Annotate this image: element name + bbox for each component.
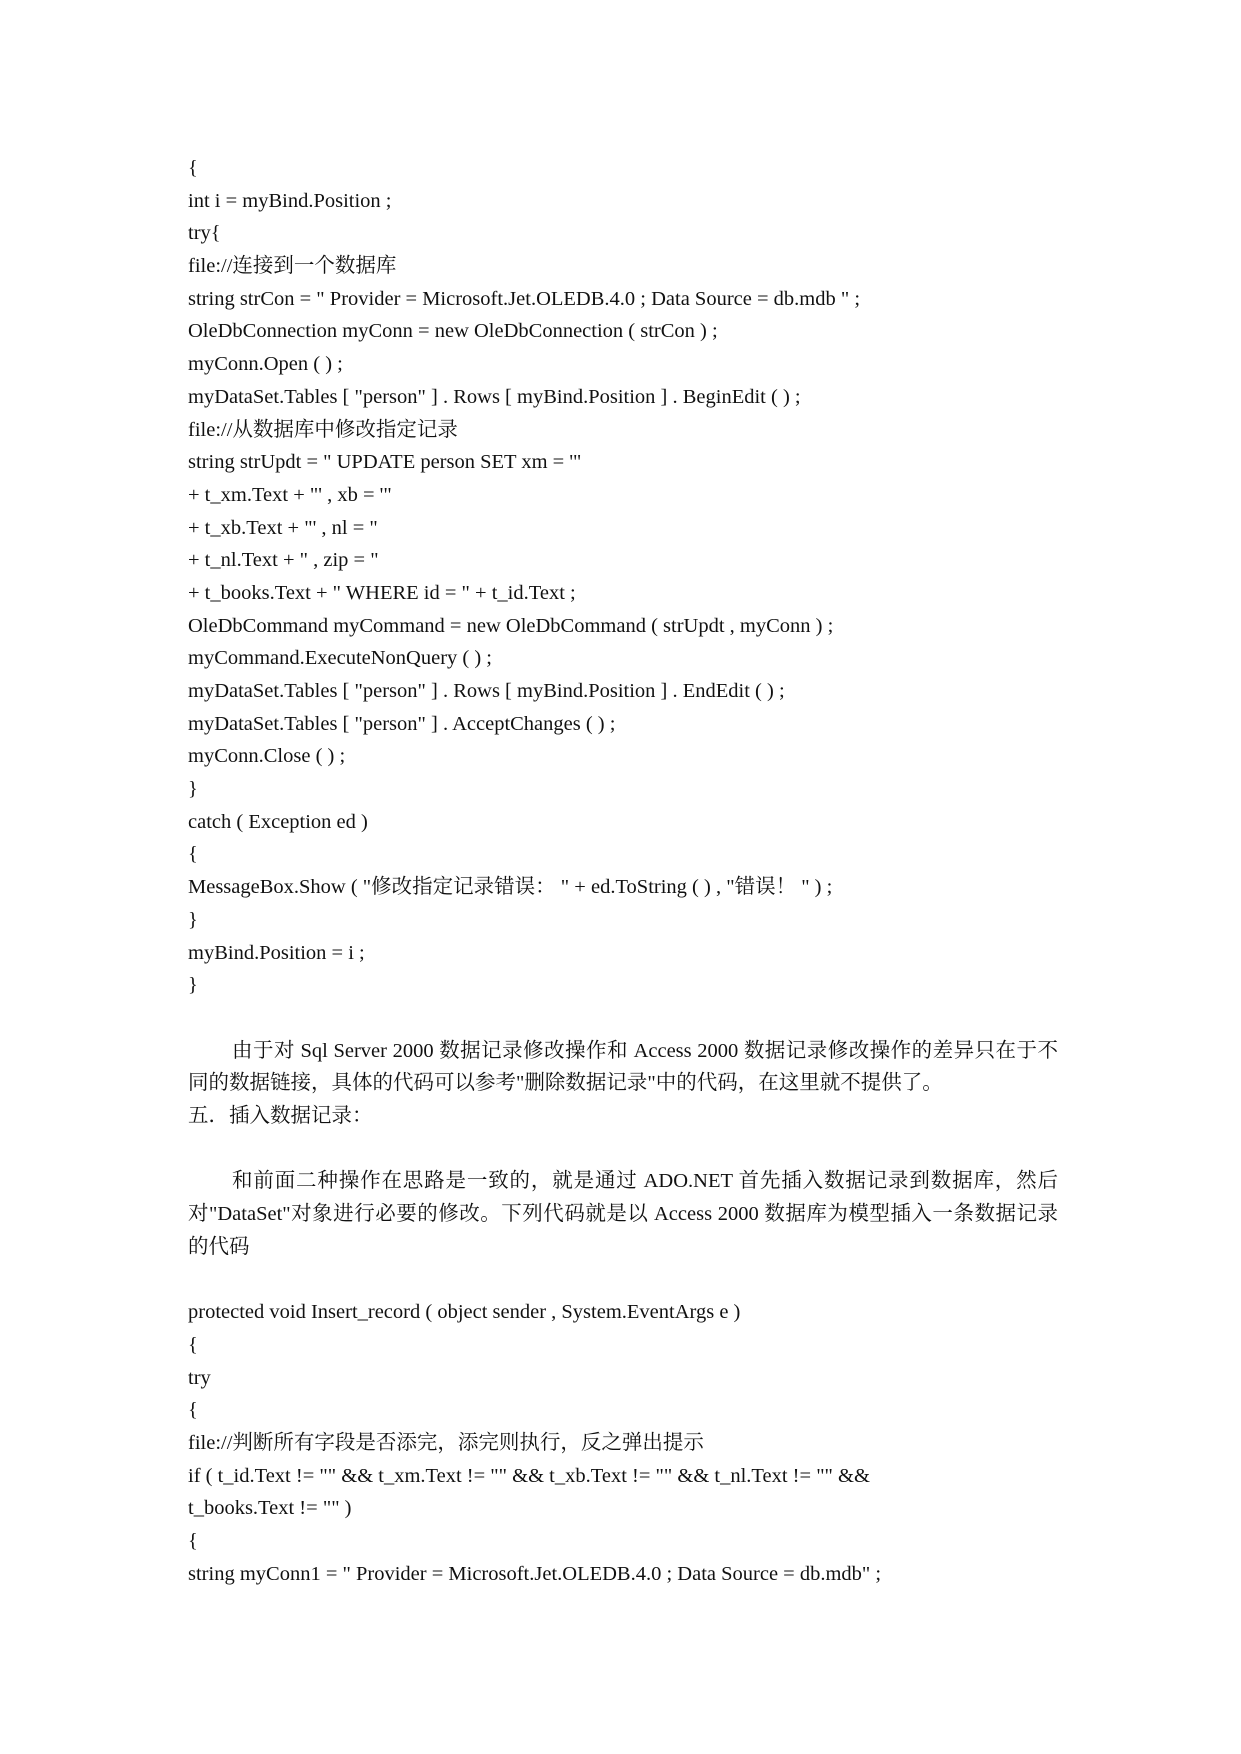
code-line: + t_books.Text + " WHERE id = " + t_id.Text ; [188,581,576,604]
code-line: string strCon = " Provider = Microsoft.Jet.OLEDB.4.0 ; Data Source = db.mdb " ; [188,287,861,310]
spacer [188,1133,1058,1166]
spacer [188,1002,1058,1035]
code-line: + t_nl.Text + " , zip = " [188,549,379,572]
code-line: OleDbCommand myCommand = new OleDbCommand ( strUpdt , myConn ) ; [188,614,834,637]
code-block-update [188,152,1058,1002]
code-line: myDataSet.Tables [ "person" ] . AcceptChanges ( ) ; [188,712,616,735]
code-line: myDataSet.Tables [ "person" ] . Rows [ myBind.Position ] . BeginEdit ( ) ; [188,385,801,408]
code-line: myDataSet.Tables [ "person" ] . Rows [ myBind.Position ] . EndEdit ( ) ; [188,680,785,702]
code-comment: file://连接到一个数据库 [188,255,397,278]
code-block-insert [188,1296,1058,1590]
body-paragraph: 由于对 Sql Server 2000 数据记录修改操作和 Access 2000 数据记录修改操作的差异只在于不同的数据链接，具体的代码可以参考"删除数据记录"中的代码，在这里就不提供了。 [188,1039,1058,1095]
code-line: + t_xb.Text + "' , nl = " [188,516,378,539]
code-line: myConn.Open ( ) ; [188,353,343,376]
code-line: try [188,1366,211,1389]
code-line: OleDbConnection myConn = new OleDbConnection ( strCon ) ; [188,320,718,343]
code-line: { [188,157,198,179]
code-line: string myConn1 = " Provider = Microsoft.Jet.OLEDB.4.0 ; Data Source = db.mdb" ; [188,1562,882,1585]
code-line: catch ( Exception ed ) [188,810,368,833]
code-line: myBind.Position = i ; [188,941,365,964]
code-line: t_books.Text != "" ) [188,1497,352,1520]
code-line: myConn.Close ( ) ; [188,745,346,768]
code-comment: file://判断所有字段是否添完，添完则执行，反之弹出提示 [188,1431,704,1454]
code-line: if ( t_id.Text != "" && t_xm.Text != "" && t_xb.Text != "" && t_nl.Text != "" && [188,1464,870,1487]
spacer [188,1263,1058,1296]
code-line: { [188,1333,198,1356]
section-heading: 五．插入数据记录： [188,1104,373,1127]
code-line: try{ [188,222,221,245]
body-paragraph: 和前面二种操作在思路是一致的，就是通过 ADO.NET 首先插入数据记录到数据库，然后对"DataSet"对象进行必要的修改。下列代码就是以 Access 2000 数据库为模型插入一条数据记录的代码 [188,1170,1058,1258]
code-line: + t_xm.Text + "' , xb = '" [188,483,392,506]
code-line: { [188,843,198,866]
code-line: } [188,974,198,997]
code-line: MessageBox.Show ( "修改指定记录错误： " + ed.ToString ( ) , "错误！ " ) ; [188,876,833,899]
code-line: string strUpdt = " UPDATE person SET xm = '" [188,451,582,474]
code-line: { [188,1399,198,1422]
code-comment: file://从数据库中修改指定记录 [188,418,458,441]
code-line: } [188,908,198,931]
document-page [188,152,1058,1590]
code-line: myCommand.ExecuteNonQuery ( ) ; [188,647,493,670]
code-line: int i = myBind.Position ; [188,189,392,212]
code-line: } [188,778,198,801]
code-line: protected void Insert_record ( object sender , System.EventArgs e ) [188,1301,741,1324]
code-line: { [188,1529,198,1552]
